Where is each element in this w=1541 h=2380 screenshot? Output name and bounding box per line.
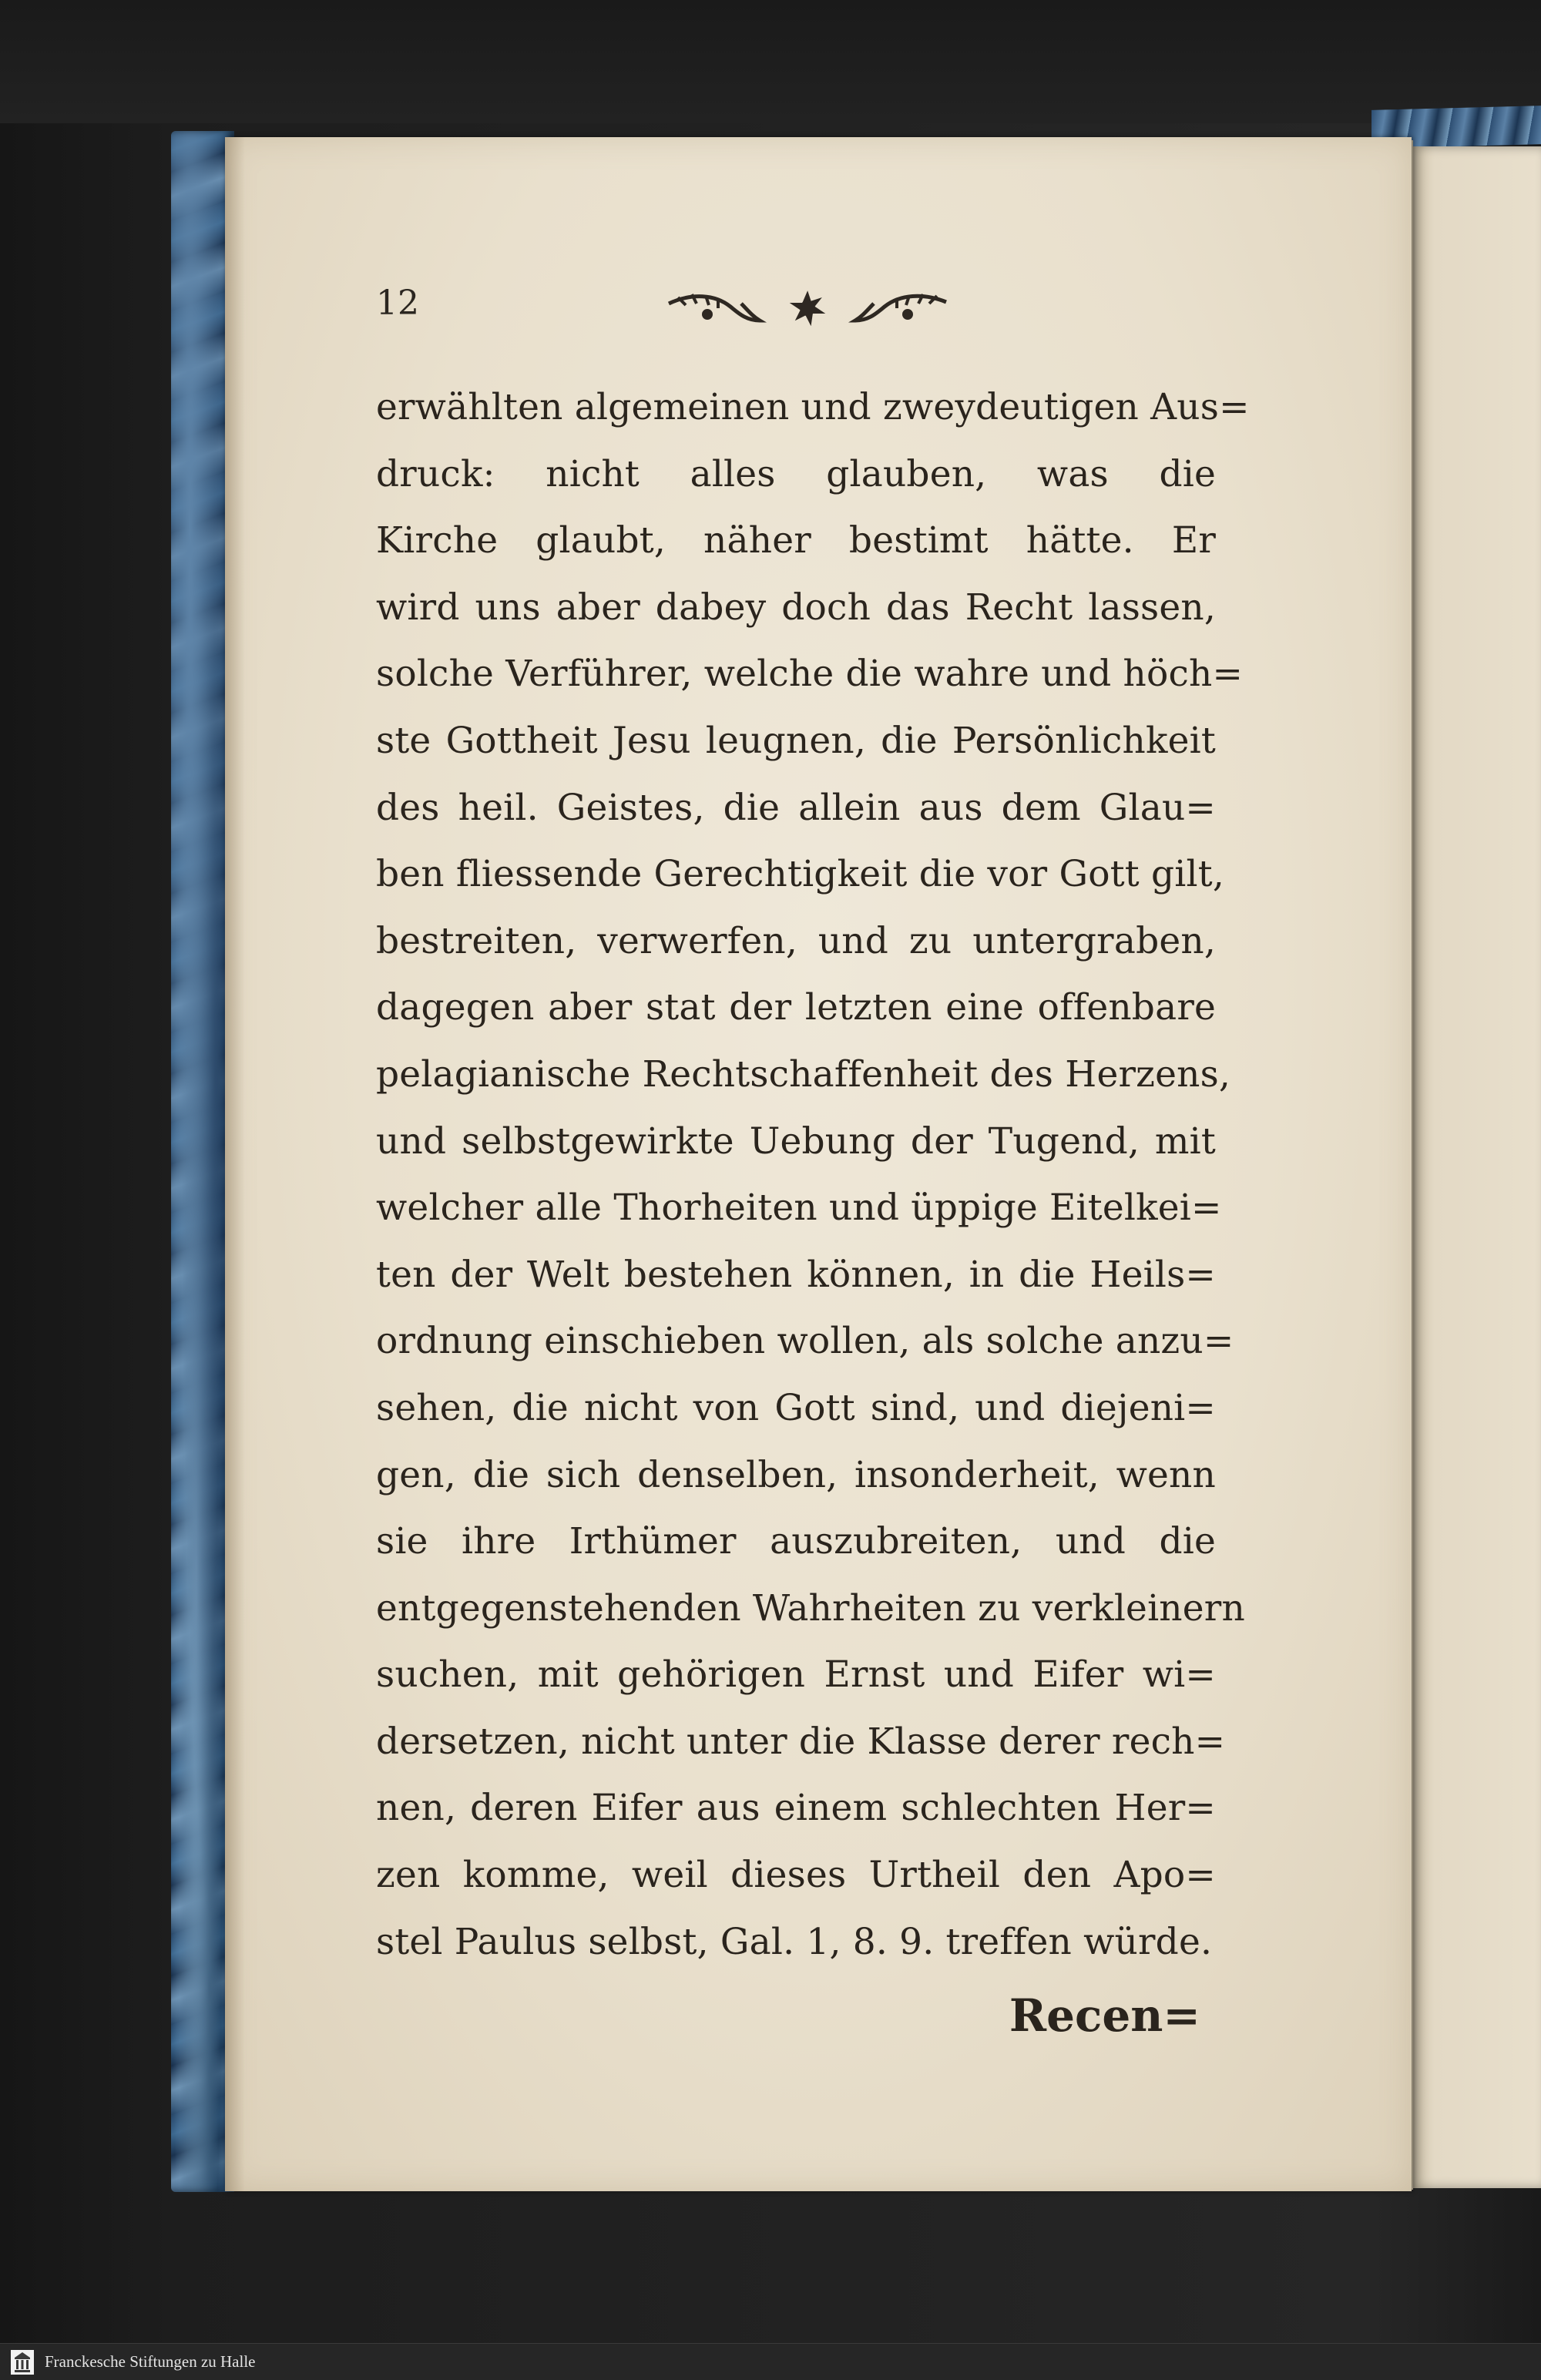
text-line: erwählten algemeinen und zweydeutigen Aus= — [376, 386, 1250, 428]
background-shadow — [0, 0, 1541, 123]
text-line: sie ihre Irthümer auszubreiten, und die — [376, 1520, 1216, 1563]
viewer-footer — [0, 2343, 1541, 2380]
text-line: ten der Welt bestehen können, in die Heils= — [376, 1253, 1216, 1296]
text-line: bestreiten, verwerfen, und zu untergraben, — [376, 919, 1216, 962]
text-line: wird uns aber dabey doch das Recht lassen, — [376, 586, 1216, 629]
text-line: dersetzen, nicht unter die Klasse derer rech= — [376, 1720, 1226, 1763]
text-line: gen, die sich denselben, insonderheit, wenn — [376, 1453, 1216, 1496]
text-line: solche Verführer, welche die wahre und höch= — [376, 653, 1244, 696]
institution-logo-icon — [11, 2350, 34, 2375]
text-line: ben fliessende Gerechtigkeit die vor Gott gilt, — [376, 853, 1225, 896]
text-line: stel Paulus selbst, Gal. 1, 8. 9. treffen würde. — [376, 1920, 1213, 1963]
institution-name: Franckesche Stiftungen zu Halle — [45, 2352, 256, 2371]
text-line: ste Gottheit Jesu leugnen, die Persönlichkeit — [376, 719, 1216, 762]
text-line: welcher alle Thorheiten und üppige Eitelkei= — [376, 1187, 1222, 1230]
text-line: suchen, mit gehörigen Ernst und Eifer wi= — [376, 1653, 1216, 1697]
text-line: ordnung einschieben wollen, als solche anzu= — [376, 1320, 1234, 1363]
text-line: Kirche glaubt, näher bestimt hätte. Er — [376, 519, 1216, 562]
facing-page — [1412, 146, 1541, 2188]
floral-ornament-icon — [661, 287, 954, 330]
page-header — [376, 284, 1239, 337]
text-line: des heil. Geistes, die allein aus dem Glau= — [376, 786, 1216, 829]
catchword: Recen= — [1009, 1989, 1200, 2042]
text-line: dagegen aber stat der letzten eine offenbare — [376, 986, 1216, 1029]
text-line: zen komme, weil dieses Urtheil den Apo= — [376, 1854, 1216, 1897]
text-line: nen, deren Eifer aus einem schlechten Her= — [376, 1787, 1216, 1830]
page-body-text — [376, 374, 1250, 1976]
text-line: pelagianische Rechtschaffenheit des Herzens, — [376, 1052, 1231, 1096]
text-line: und selbstgewirkte Uebung der Tugend, mit — [376, 1120, 1216, 1163]
page-number: 12 — [376, 284, 419, 323]
text-line: entgegenstehenden Wahrheiten zu verkleinern — [376, 1586, 1245, 1630]
text-line: sehen, die nicht von Gott sind, und diejeni= — [376, 1386, 1216, 1429]
text-line: druck: nicht alles glauben, was die — [376, 452, 1216, 495]
